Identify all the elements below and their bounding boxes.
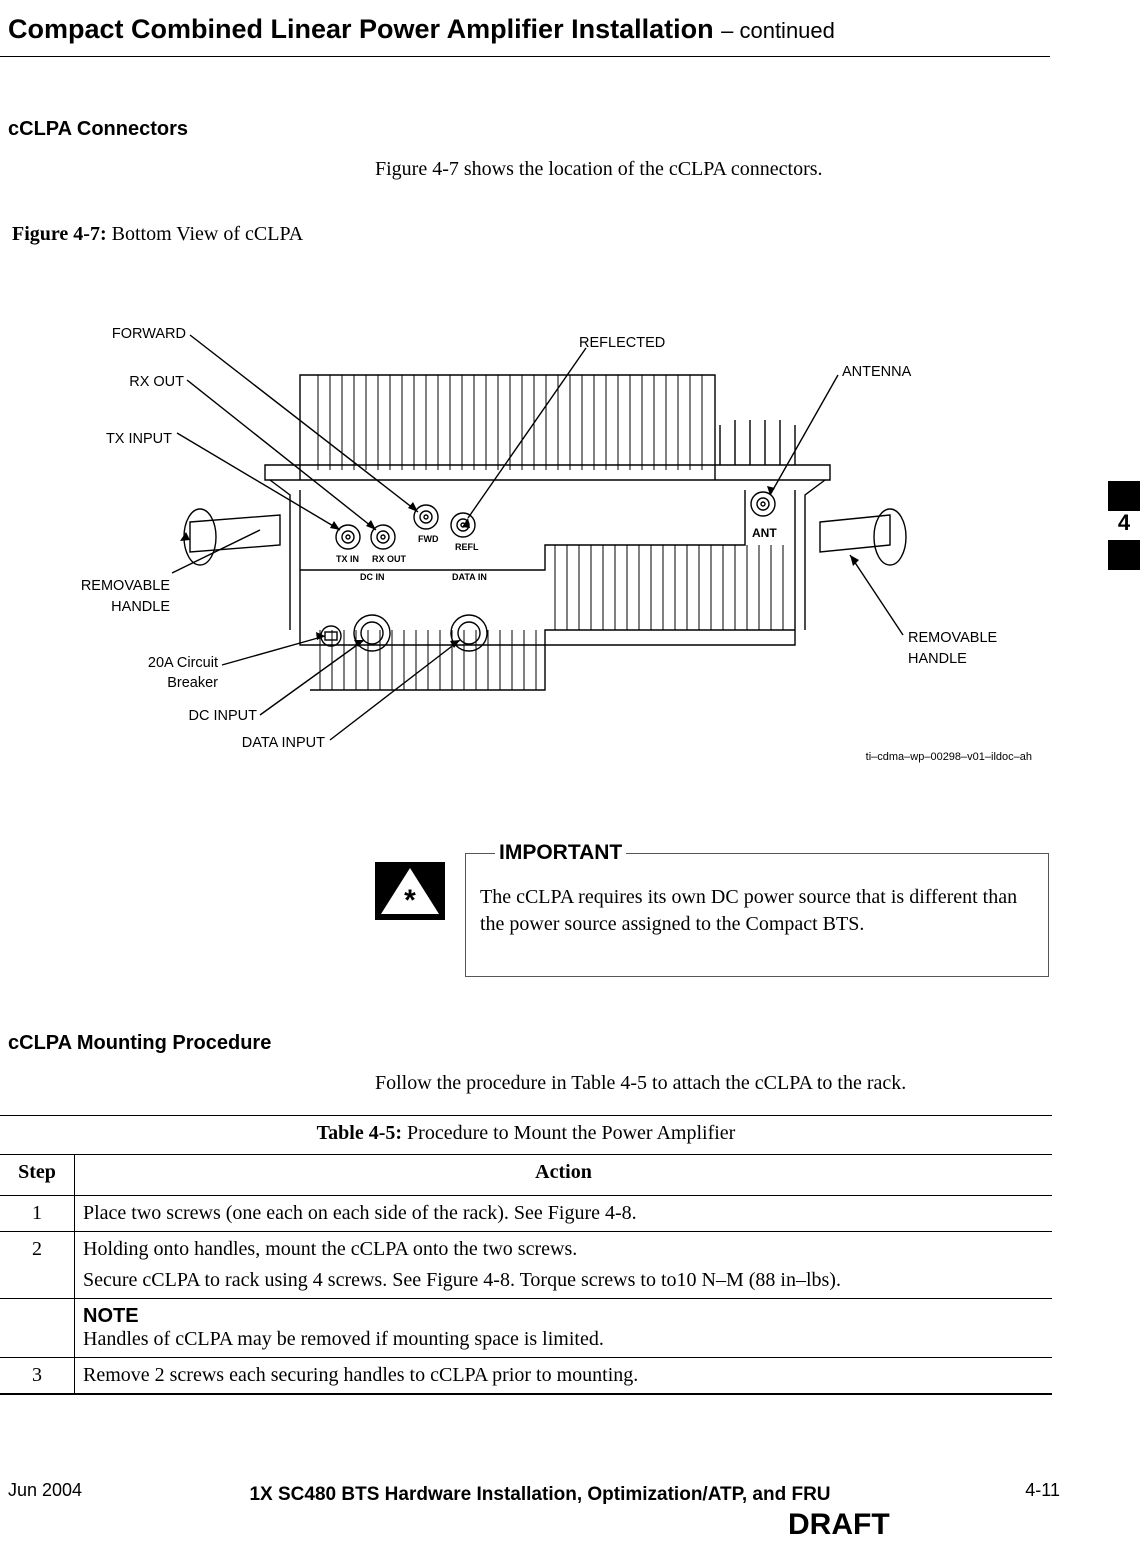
table-cell-step: 2: [0, 1232, 75, 1299]
footer-title: 1X SC480 BTS Hardware Installation, Optimization/ATP, and FRU: [249, 1484, 831, 1505]
table-cell-action: Place two screws (one each on each side of the rack). See Figure 4-8.: [75, 1196, 1053, 1232]
callout-tx-input: TX INPUT: [105, 431, 172, 447]
callout-rx-out: RX OUT: [129, 374, 184, 390]
footer-draft: DRAFT: [788, 1508, 890, 1541]
panel-label-ant: ANT: [752, 526, 777, 540]
section-text-connectors: Figure 4-7 shows the location of the cCLPA connectors.: [375, 158, 823, 180]
section-heading-mounting: cCLPA Mounting Procedure: [8, 1032, 272, 1054]
table-cell-action: [75, 1299, 1053, 1358]
callout-removable-handle-left-2: HANDLE: [111, 599, 170, 615]
table-cell-action: Remove 2 screws each securing handles to cCLPA prior to mounting.: [75, 1358, 1053, 1395]
table-cell-action: [75, 1232, 1053, 1299]
callout-removable-handle-left-1: REMOVABLE: [80, 578, 170, 594]
callout-reflected: REFLECTED: [579, 335, 666, 351]
important-label: IMPORTANT: [495, 841, 626, 865]
table-cell-action-line1: Holding onto handles, mount the cCLPA onto the two screws.: [83, 1238, 578, 1260]
cclpa-bottom-view-figure: [0, 290, 1060, 770]
table-caption-text: Procedure to Mount the Power Amplifier: [407, 1122, 736, 1144]
chapter-tab-bottom: [1108, 540, 1140, 570]
callout-forward: FORWARD: [111, 326, 186, 342]
note-text: Handles of cCLPA may be removed if mounting space is limited.: [83, 1328, 604, 1350]
table-row: [0, 1232, 1052, 1299]
section-heading-connectors: cCLPA Connectors: [8, 118, 189, 140]
figure-caption-label: Figure 4-7:: [12, 223, 107, 245]
note-label: NOTE: [83, 1305, 139, 1327]
section-text-mounting: Follow the procedure in Table 4-5 to attach the cCLPA to the rack.: [375, 1072, 907, 1094]
footer-date: Jun 2004: [8, 1480, 83, 1500]
table-cell-step: 1: [0, 1196, 75, 1232]
important-text: The cCLPA requires its own DC power source that is different than the power source assigned to the Compact BTS.: [480, 886, 1018, 935]
panel-label-dc-in: DC IN: [360, 572, 385, 582]
panel-label-fwd: FWD: [418, 534, 439, 544]
table-cell-step: 3: [0, 1358, 75, 1395]
callout-breaker-2: Breaker: [167, 675, 218, 691]
page-header: [8, 14, 835, 45]
table-cell-action-line2: Secure cCLPA to rack using 4 screws. See Figure 4-8. Torque screws to to10 N–M (88 in–lbs).: [83, 1269, 841, 1291]
header-suffix: – continued: [721, 18, 835, 43]
callout-dc-input: DC INPUT: [188, 708, 257, 724]
panel-label-data-in: DATA IN: [452, 572, 487, 582]
table-row: [0, 1196, 1052, 1232]
table-cell-step: [0, 1299, 75, 1358]
header-rule: [0, 56, 1050, 57]
footer-page: 4-11: [1025, 1480, 1060, 1500]
procedure-table: [0, 1115, 1052, 1395]
callout-removable-handle-right-2: HANDLE: [908, 651, 967, 667]
table-header-action: Action: [75, 1155, 1053, 1196]
svg-text:*: *: [404, 884, 416, 917]
figure-caption: [12, 223, 303, 246]
table-caption-label: Table 4-5:: [316, 1122, 403, 1144]
callout-antenna: ANTENNA: [842, 364, 912, 380]
important-icon: [375, 862, 445, 920]
figure-caption-text: Bottom View of cCLPA: [111, 223, 304, 245]
panel-label-rx-out: RX OUT: [372, 554, 407, 564]
callout-data-input: DATA INPUT: [241, 735, 325, 751]
chapter-tab-number: 4: [1117, 510, 1131, 535]
panel-label-refl: REFL: [455, 542, 479, 552]
header-title: Compact Combined Linear Power Amplifier Installation: [8, 14, 714, 44]
panel-label-tx-in: TX IN: [336, 554, 360, 564]
chapter-tab-top: [1108, 481, 1140, 511]
callout-breaker-1: 20A Circuit: [147, 655, 218, 671]
table-row: [0, 1358, 1052, 1395]
table-row: [0, 1299, 1052, 1358]
table-header-step: Step: [0, 1155, 75, 1196]
figure-file-id: ti–cdma–wp–00298–v01–ildoc–ah: [865, 751, 1032, 763]
callout-removable-handle-right-1: REMOVABLE: [908, 630, 998, 646]
table-caption: [0, 1116, 1052, 1155]
